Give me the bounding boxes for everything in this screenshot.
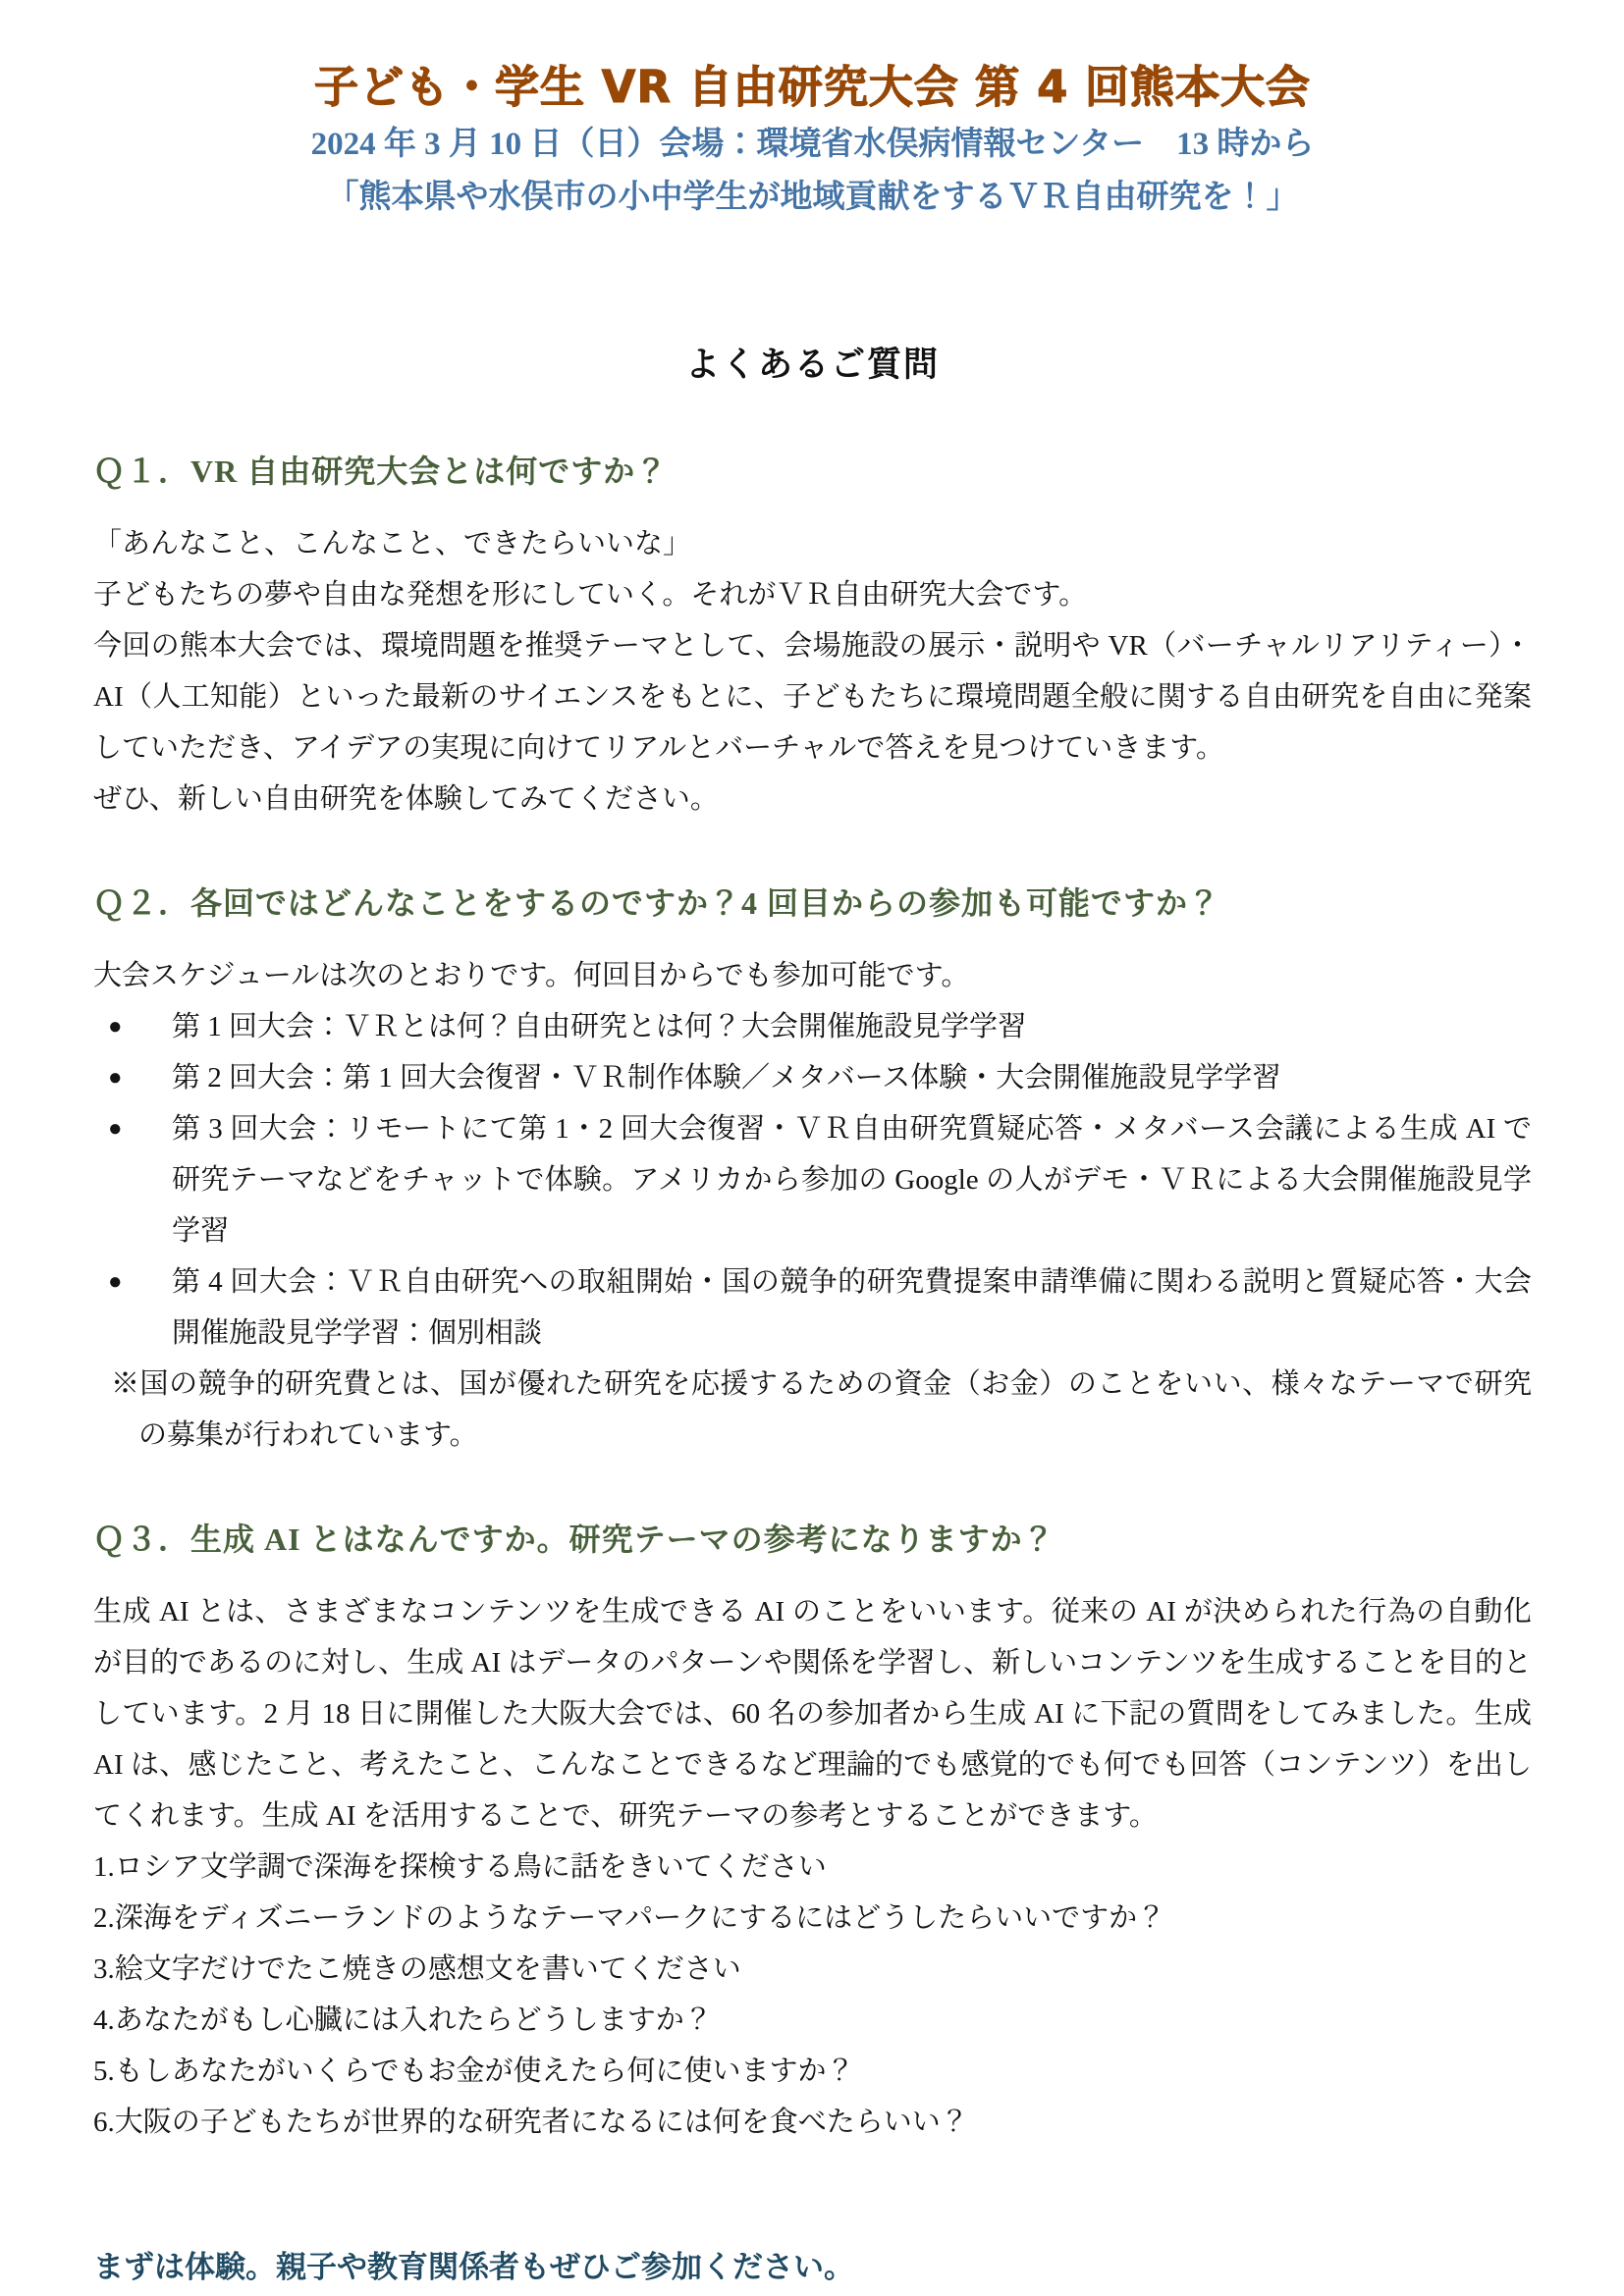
bullet-icon: ● — [108, 1065, 123, 1091]
question-3-heading: Ｑ３．生成 AI とはなんですか。研究テーマの参考になりますか？ — [93, 1522, 1056, 1557]
schedule-item-4: 第 4 回大会：ＶＲ自由研究への取組開始・国の競争的研究費提案申請準備に関わる説明と質疑応答・大会開催施設見学学習：個別相談 — [172, 1266, 1532, 1349]
list-item — [93, 1052, 1532, 1103]
bullet-icon: ● — [108, 1014, 123, 1040]
schedule-item-3: 第 3 回大会：リモートにて第 1・2 回大会復習・ＶＲ自由研究質疑応答・メタバース会議による生成 AI で研究テーマなどをチャットで体験。アメリカから参加の Google の人がデモ・ＶＲによる大会開催施設見学学習 — [172, 1113, 1532, 1247]
q2-intro-line: 大会スケジュールは次のとおりです。何回目からでも参加可能です。 — [93, 960, 970, 991]
schedule-item-1: 第 1 回大会：ＶＲとは何？自由研究とは何？大会開催施設見学学習 — [172, 1011, 1027, 1042]
sample-question-5: 5.もしあなたがいくらでもお金が使えたら何に使いますか？ — [93, 2056, 855, 2087]
faq-section-title: よくあるご質問 — [684, 346, 940, 384]
q1-intro-line: 子どもたちの夢や自由な発想を形にしていく。それがＶＲ自由研究大会です。 — [93, 579, 1088, 611]
closing-invitation-line: まずは体験。親子や教育関係者もぜひご参加ください。 — [93, 2250, 854, 2284]
q1-paragraph: 今回の熊本大会では、環境問題を推奨テーマとして、会場施設の展示・説明や VR（バーチャルリアリティー）・AI（人工知能）といった最新のサイエンスをもとに、子どもたちに環境問題全般に関する自由研究を自由に発案していただき、アイデアの実現に向けてリアルとバーチャルで答えを見つけていきます。 — [93, 630, 1532, 764]
funding-note: ※国の競争的研究費とは、国が優れた研究を応援するための資金（お金）のことをいい、様々なテーマで研究の募集が行われています。 — [111, 1368, 1532, 1451]
q1-quote-line: 「あんなこと、こんなこと、できたらいいな」 — [93, 528, 692, 560]
event-date-venue-line: 2024 年 3 月 10 日（日）会場：環境省水俣病情報センター 13 時から — [310, 127, 1315, 162]
question-1-heading: Ｑ１．VR 自由研究大会とは何ですか？ — [93, 454, 669, 489]
schedule-item-2: 第 2 回大会：第 1 回大会復習・ＶＲ制作体験／メタバース体験・大会開催施設見学学習 — [172, 1062, 1281, 1094]
sample-question-list — [93, 1842, 1532, 2148]
question-1-answer — [93, 518, 1532, 825]
sample-question-6: 6.大阪の子どもたちが世界的な研究者になるには何を食べたらいい？ — [93, 2107, 969, 2138]
q1-closing-line: ぜひ、新しい自由研究を体験してみてください。 — [93, 783, 719, 815]
sample-question-3: 3.絵文字だけでたこ焼きの感想文を書いてください — [93, 1953, 741, 1985]
q3-paragraph: 生成 AI とは、さまざまなコンテンツを生成できる AI のことをいいます。従来の AI が決められた行為の自動化が目的であるのに対し、生成 AI はデータのパターンや関係を学習し、新しいコンテンツを生成することを目的としています。2 月 18 日に開催した大阪大会では、60 名の参加者から生成 AI に下記の質問をしてみました。生成 AI は、感じたこと、考えたこと、こんなことできるなど理論的でも感覚的でも何でも回答（コンテンツ）を出してくれます。生成 AI を活用することで、研究テーマの参考とすることができます。 — [93, 1596, 1532, 1832]
question-3-answer — [93, 1586, 1532, 2148]
sample-question-2: 2.深海をディズニーランドのようなテーマパークにするにはどうしたらいいですか？ — [93, 1902, 1166, 1934]
sample-question-1: 1.ロシア文学調で深海を探検する鳥に話をきいてください — [93, 1851, 827, 1883]
list-item — [93, 1103, 1532, 1256]
sample-question-4: 4.あなたがもし心臓には入れたらどうしますか？ — [93, 2004, 713, 2036]
list-item — [93, 1001, 1532, 1052]
event-slogan-line: 「熊本県や水俣市の小中学生が地域貢献をするＶＲ自由研究を！」 — [326, 180, 1299, 215]
question-2-heading: Ｑ２．各回ではどんなことをするのですか？4 回目からの参加も可能ですか？ — [93, 885, 1221, 921]
bullet-icon: ● — [108, 1269, 123, 1295]
schedule-bullet-list — [93, 1001, 1532, 1359]
bullet-icon: ● — [108, 1116, 123, 1142]
list-item — [93, 1256, 1532, 1359]
question-2-answer — [93, 950, 1532, 1461]
document-title: 子ども・学生 VR 自由研究大会 第 4 回熊本大会 — [313, 61, 1312, 113]
